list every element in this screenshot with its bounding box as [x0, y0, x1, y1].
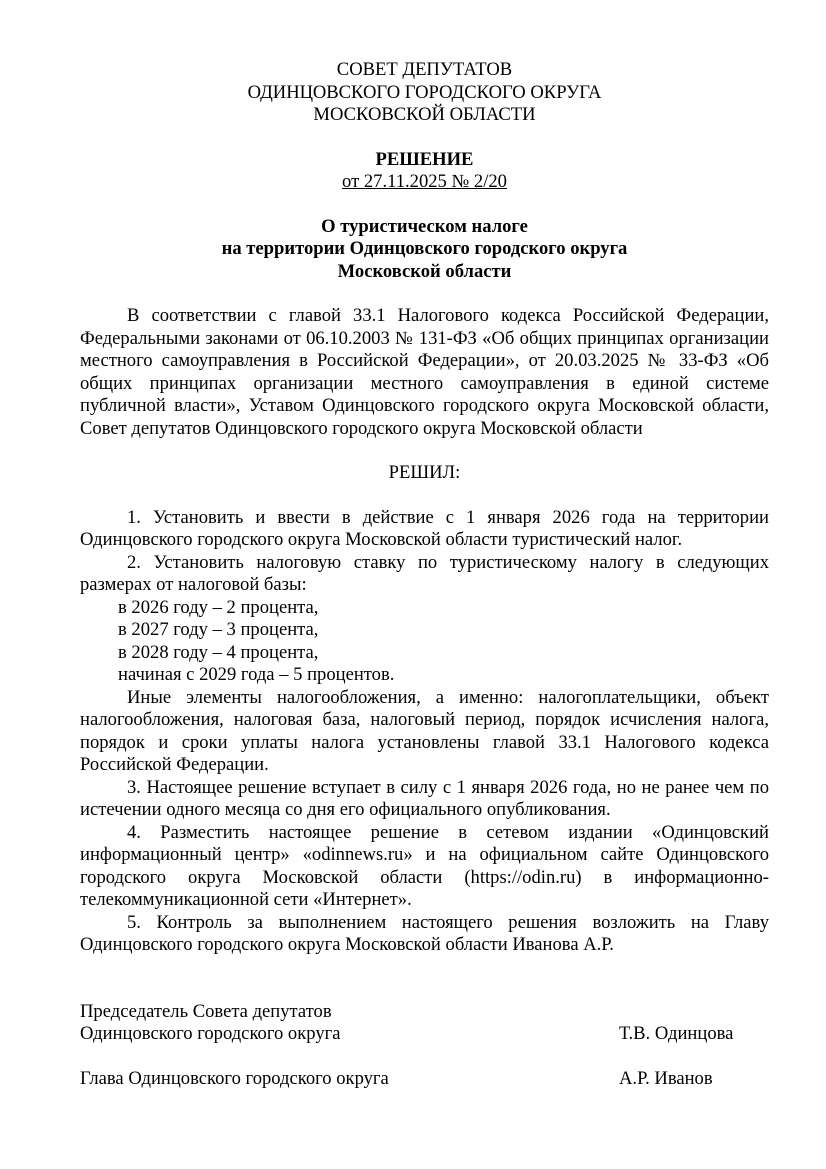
chair-title-line-2: Одинцовского городского округа	[80, 1023, 341, 1044]
document-title	[80, 216, 769, 284]
head-name: А.Р. Иванов	[619, 1067, 713, 1089]
head-title: Глава Одинцовского городского округа	[80, 1067, 389, 1089]
issuer-line-2: ОДИНЦОВСКОГО ГОРОДСКОГО ОКРУГА	[247, 81, 602, 103]
item-4: 4. Разместить настоящее решение в сетевом издании «Одинцовский информационный центр» «odinnews.ru» и на официальном сайте Одинцовского городского округа Московской области (https://odin.ru) в информационно-телекоммуникационной сети «Интернет».	[80, 821, 769, 910]
title-line-2: на территории Одинцовского городского округа	[221, 238, 628, 259]
head-signature-row	[80, 1068, 769, 1091]
document-date-number: от 27.11.2025 № 2/20	[342, 171, 507, 192]
chair-signature-row	[80, 1023, 769, 1046]
item-5: 5. Контроль за выполнением настоящего решения возложить на Главу Одинцовского городского округа Московской области Иванова А.Р.	[80, 911, 769, 955]
item-1: 1. Установить и ввести в действие с 1 января 2026 года на территории Одинцовского городского округа Московской области туристический налог.	[80, 506, 769, 550]
title-line-3: Московской области	[337, 260, 512, 282]
item-2-other-elements: Иные элементы налогообложения, а именно: налогоплательщики, объект налогообложения, налоговая база, налоговый период, порядок исчисления налога, порядок и сроки уплаты налога установлены главой 33.1 Налогового кодекса Российской Федерации.	[80, 686, 769, 775]
rate-2028: в 2028 году – 4 процента,	[118, 641, 319, 663]
item-3: 3. Настоящее решение вступает в силу с 1 января 2026 года, но не ранее чем по истечении одного месяца со дня его официального опубликования.	[80, 776, 769, 820]
issuer-header	[80, 59, 769, 127]
signature-block	[80, 1001, 769, 1091]
item-2: 2. Установить налоговую ставку по туристическому налогу в следующих размерах от налоговой базы:	[80, 551, 769, 595]
rate-2027: в 2027 году – 3 процента,	[118, 619, 319, 640]
document-type: РЕШЕНИЕ	[375, 148, 474, 170]
rate-2026: в 2026 году – 2 процента,	[118, 596, 319, 618]
document-page	[80, 59, 769, 1090]
chair-name: Т.В. Одинцова	[619, 1023, 734, 1044]
chair-title-line-1: Председатель Совета депутатов	[80, 1000, 332, 1022]
title-line-1: О туристическом налоге	[321, 215, 528, 237]
decision-heading	[80, 149, 769, 194]
issuer-line-3: МОСКОВСКОЙ ОБЛАСТИ	[313, 104, 536, 125]
rate-2029: начиная с 2029 года – 5 процентов.	[118, 664, 395, 685]
issuer-line-1: СОВЕТ ДЕПУТАТОВ	[336, 59, 513, 80]
resolved-label: РЕШИЛ:	[388, 462, 461, 483]
preamble-paragraph: В соответствии с главой 33.1 Налогового кодекса Российской Федерации, Федеральными законами от 06.10.2003 № 131-ФЗ «Об общих принципах организации местного самоуправления в Российской Федерации», от 20.03.2025 № 33-ФЗ «Об общих принципах организации местного самоуправления в единой системе публичной власти», Уставом Одинцовского городского округа Московской области, Совет депутатов Одинцовского городского округа Московской области	[80, 305, 769, 439]
decision-items	[80, 507, 769, 957]
